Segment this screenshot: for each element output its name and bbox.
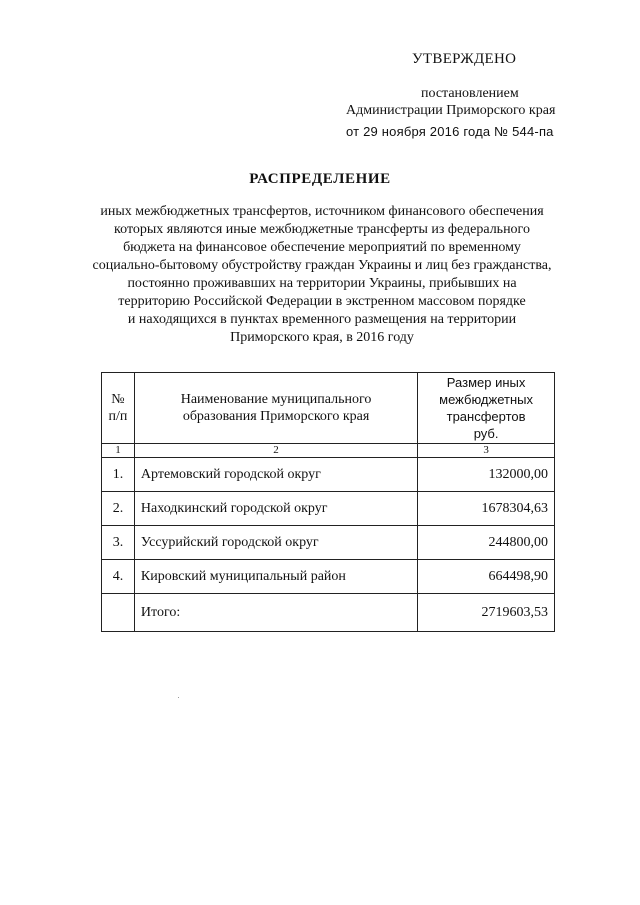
subtitle-line: постоянно проживавших на территории Украины, прибывших на bbox=[127, 276, 517, 291]
row-amount: 132000,00 bbox=[418, 458, 555, 492]
table-row bbox=[102, 458, 555, 492]
decree-reference-line1: постановлением bbox=[421, 86, 519, 101]
subtitle-line: социально-бытовому обустройству граждан Украины и лиц без гражданства, bbox=[92, 258, 552, 273]
header-amount-line: межбюджетных bbox=[439, 392, 533, 407]
row-amount: 664498,90 bbox=[418, 560, 555, 594]
table-header-row bbox=[102, 373, 555, 444]
header-amount-line: Размер иных bbox=[446, 375, 526, 390]
column-index: 1 bbox=[102, 444, 135, 458]
header-municipality bbox=[134, 373, 417, 444]
row-municipality: Кировский муниципальный район bbox=[134, 560, 417, 594]
decree-date-number: от 29 ноября 2016 года № 544-па bbox=[346, 124, 554, 139]
table-row bbox=[102, 560, 555, 594]
subtitle-line: и находящихся в пунктах временного размещения на территории bbox=[127, 312, 517, 327]
row-number: 3. bbox=[102, 526, 135, 560]
total-label: Итого: bbox=[134, 594, 417, 632]
total-row bbox=[102, 594, 555, 632]
document-title: РАСПРЕДЕЛЕНИЕ bbox=[249, 171, 391, 187]
row-number: 2. bbox=[102, 492, 135, 526]
header-amount-line: руб. bbox=[473, 426, 499, 441]
header-municipality-line: Наименование муниципального bbox=[180, 392, 372, 407]
total-amount: 2719603,53 bbox=[418, 594, 555, 632]
row-municipality: Находкинский городской округ bbox=[134, 492, 417, 526]
header-municipality-line: образования Приморского края bbox=[182, 409, 370, 424]
column-index: 3 bbox=[418, 444, 555, 458]
row-number: 4. bbox=[102, 560, 135, 594]
column-index: 2 bbox=[134, 444, 417, 458]
header-number-line: п/п bbox=[108, 409, 128, 424]
subtitle-line: Приморского края, в 2016 году bbox=[230, 330, 414, 345]
document-subtitle bbox=[60, 203, 584, 347]
row-municipality: Артемовский городской округ bbox=[134, 458, 417, 492]
column-index-row bbox=[102, 444, 555, 458]
header-amount-line: трансфертов bbox=[446, 409, 526, 424]
table-row bbox=[102, 526, 555, 560]
total-number-cell bbox=[102, 594, 135, 632]
row-amount: 244800,00 bbox=[418, 526, 555, 560]
header-number bbox=[102, 373, 135, 444]
row-number: 1. bbox=[102, 458, 135, 492]
subtitle-line: иных межбюджетных трансфертов, источником финансового обеспечения bbox=[100, 204, 544, 219]
table-row bbox=[102, 492, 555, 526]
decree-reference-line2: Администрации Приморского края bbox=[346, 103, 556, 118]
distribution-table bbox=[101, 372, 555, 632]
header-number-line: № bbox=[111, 392, 125, 407]
subtitle-line: которых являются иные межбюджетные трансферты из федерального bbox=[114, 222, 530, 237]
subtitle-line: бюджета на финансовое обеспечение мероприятий по временному bbox=[123, 240, 521, 255]
row-municipality: Уссурийский городской округ bbox=[134, 526, 417, 560]
approved-stamp: УТВЕРЖДЕНО bbox=[412, 51, 517, 67]
subtitle-line: территорию Российской Федерации в экстренном массовом порядке bbox=[118, 294, 526, 309]
header-amount bbox=[418, 373, 555, 444]
scan-speck bbox=[178, 697, 179, 698]
row-amount: 1678304,63 bbox=[418, 492, 555, 526]
